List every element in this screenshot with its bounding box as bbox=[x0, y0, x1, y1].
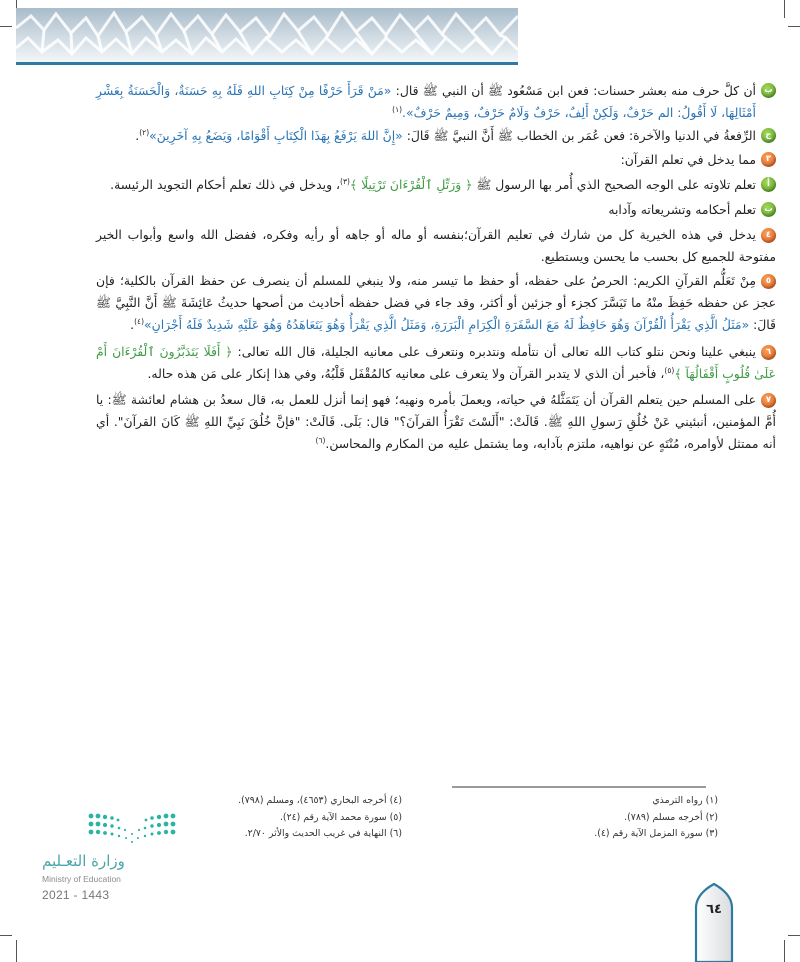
header-ornament bbox=[16, 8, 518, 63]
paragraph-text: مِنْ تَعَلُّم القرآنِ الكريم: الحرصُ على حفظه، أو حفظ ما تيسر منه، ولا ينبغي للمسلم أن ينصرف عن حفظ القرآن بالكلية؛ فإن عجز عن حفظه حَفِظَ منْهُ ما تَيَسَّرَ كجزء أو جزئين أو أكثر، وقد جاء في فضل حفظه أحاديث من أصحها حديثُ عَائِشَةَ ﷺ أَنَّ النَّبِيَّ ﷺ قَالَ: bbox=[96, 273, 776, 332]
crop-mark bbox=[0, 26, 12, 27]
crop-mark bbox=[784, 940, 785, 962]
paragraph-b1 bbox=[96, 80, 776, 124]
hadith-text: «مَنْ قَرَأَ حَرْفًا مِنْ كِتَابِ اللهِ فَلَهُ بِهِ حَسَنَةٌ، وَالْحَسَنَةُ بِعَشْرِ أَمْثَالِهَا، لَا أَقُولُ: الم حَرْفٌ، وَلَكِنْ أَلِفٌ، حَرْفٌ وَلَامٌ حَرْفٌ، وَمِيمٌ حَرْفٌ». bbox=[96, 83, 756, 120]
paragraph-6 bbox=[96, 341, 776, 385]
paragraph-4 bbox=[96, 224, 776, 268]
crop-mark bbox=[788, 26, 800, 27]
footnote-item: (٣) سورة المزمل الآية رقم (٤). bbox=[594, 828, 718, 839]
hadith-text: «مَثَلُ الَّذِي يَقْرَأُ الْقُرْآنَ وَهُوَ حَافِظٌ لَهُ مَعَ السَّفَرَةِ الْكِرَامِ الْبَرَرَةِ، وَمَثَلُ الَّذِي يَقْرَأُ وَهُوَ يَتَعَاهَدُهُ وَهُوَ عَلَيْهِ شَدِيدٌ فَلَهُ أَجْرَانِ» bbox=[144, 316, 750, 332]
paragraph-text: الرِّفعةُ في الدنيا والآخرة: فعن عُمَر بن الخطاب ﷺ أَنَّ النبيَّ ﷺ قَالَ: bbox=[406, 127, 756, 143]
crop-mark bbox=[0, 935, 12, 936]
bullet-marker: ٣ bbox=[761, 152, 776, 167]
bullet-marker: ٥ bbox=[761, 274, 776, 289]
paragraph-text: تعلم أحكامه وتشريعاته وآدابه bbox=[608, 201, 756, 217]
paragraph-tail: ، ويدخل في ذلك تعلم أحكام التجويد الرئيسة. bbox=[110, 177, 341, 193]
footnote-ref: (٥) bbox=[664, 365, 675, 375]
paragraph-text: أن كلَّ حرف منه بعشر حسنات: فعن ابن مَسْعُود ﷺ أن النبي ﷺ قال: bbox=[395, 83, 756, 98]
paragraph-3 bbox=[96, 149, 776, 171]
paragraph-text: تعلم تلاوته على الوجه الصحيح الذي أُمر بها الرسول ﷺ bbox=[476, 177, 756, 193]
footnote-item: (١) رواه الترمذي bbox=[652, 795, 718, 806]
hadith-text: «إِنَّ اللهَ يَرْفَعُ بِهَذَا الْكِتَابِ أَقْوَامًا، وَيَضَعُ بِهِ آخَرِينَ» bbox=[149, 127, 403, 143]
paragraph-7 bbox=[96, 389, 776, 454]
paragraph-tail: . bbox=[130, 316, 135, 332]
quran-verse: ﴿ أَفَلَا يَتَدَبَّرُونَ ٱلْقُرْءَانَ أَمْ عَلَىٰ قُلُوبٍ أَقْفَالُهَآ ﴾ bbox=[96, 343, 776, 381]
paragraph-tail: . bbox=[135, 127, 140, 143]
bullet-marker: أ bbox=[761, 177, 776, 192]
paragraph-b3 bbox=[96, 199, 776, 221]
footnote-ref: (٤) bbox=[134, 316, 145, 326]
bullet-marker: ب bbox=[761, 83, 776, 98]
footnote-item: (٥) سورة محمد الآية رقم (٢٤). bbox=[279, 811, 402, 823]
footnote-divider bbox=[452, 786, 706, 788]
logo-year: 2021 - 1443 bbox=[42, 888, 110, 902]
footnote-item: (٢) أخرجه مسلم (٧٨٩). bbox=[624, 811, 718, 823]
header-rule bbox=[16, 62, 518, 65]
quran-verse: ﴿ وَرَتِّلِ ٱلْقُرْءَانَ تَرْتِيلًا ﴾ bbox=[349, 177, 473, 193]
crop-mark bbox=[16, 940, 17, 962]
footnote-ref: (٦) bbox=[315, 435, 326, 445]
paragraph-5 bbox=[96, 270, 776, 335]
footnote-ref: (٢) bbox=[139, 127, 150, 137]
main-content bbox=[96, 80, 776, 455]
bullet-marker: ب bbox=[761, 202, 776, 217]
paragraph-text: يدخل في هذه الخيرية كل من شارك في تعليم القرآن؛بنفسه أو ماله أو جاهه أو رأيه وفكره، ففضل الله واسع وأبواب الخير مفتوحة للجميع كل بحسب ما يحسن ويستطيع. bbox=[96, 226, 776, 264]
paragraph-a3 bbox=[96, 174, 776, 196]
footnote-ref: (٣) bbox=[340, 177, 350, 187]
footnotes-column-right bbox=[488, 793, 718, 843]
bullet-marker: ٦ bbox=[761, 345, 776, 360]
logo-dots-icon bbox=[87, 810, 177, 850]
crop-mark bbox=[788, 935, 800, 936]
logo-english-name: Ministry of Education bbox=[42, 874, 121, 884]
ministry-logo bbox=[42, 810, 182, 910]
footnote-item: (٤) أخرجه البخاري (٤٦٥٣)، ومسلم (٧٩٨). bbox=[238, 795, 402, 806]
footnote-item: (٦) النهاية في غريب الحديث والأثر ٢/٧٠. bbox=[244, 828, 402, 839]
bullet-marker: ٤ bbox=[761, 228, 776, 243]
paragraph-text: مما يدخل في تعلم القرآن: bbox=[620, 152, 756, 168]
paragraph-text: ينبغي علينا ونحن نتلو كتاب الله تعالى أن نتأمله ونتدبره ونتعرف على معانيه الجليلة، قال الله تعالى: bbox=[237, 343, 756, 359]
paragraph-c1 bbox=[96, 125, 776, 147]
page-number-arch bbox=[694, 882, 734, 962]
paragraph-tail: ، فأخبر أن الذي لا يتدبر القرآن ولا يتعرف على معانيه كالمُقْفَل قَلْبُهُ، وفي هذا إنكار على مَن هذه حاله. bbox=[147, 365, 665, 381]
footnote-ref: (١) bbox=[392, 104, 403, 114]
footnotes-column-left bbox=[162, 793, 402, 843]
bullet-marker: ٧ bbox=[761, 393, 776, 408]
crop-mark bbox=[784, 0, 785, 18]
page-number: ٦٤ bbox=[706, 902, 722, 917]
bullet-marker: ج bbox=[761, 128, 776, 143]
logo-arabic-name: وزارة التعـليم bbox=[42, 852, 125, 870]
paragraph-text: على المسلم حين يتعلم القرآن أن يَتَمَثَّلهُ في حياته، ويعملَ بأمره ونهيه؛ فهو إنما أنزل للعمل به، قال سعدُ بن هشام لعائشة ﷺ: يا أُمَّ المؤمنين، أنبئيني عَنْ خُلُقِ رَسولِ اللهِ ﷺ. قَالَتْ: "أَلَسْتَ تَقْرَأُ القرآنَ؟" قال: بَلَى. قَالَتْ: "فإنَّ خُلُقَ نَبِيِّ اللهِ ﷺ كَانَ القرآنَ". أي أنه ممتثل لأوامره، مُنْتَهٍ عن نواهيه، ملتزم بآدابه، وما يشتمل عليه من المكارم والمحاسن. bbox=[96, 392, 776, 451]
